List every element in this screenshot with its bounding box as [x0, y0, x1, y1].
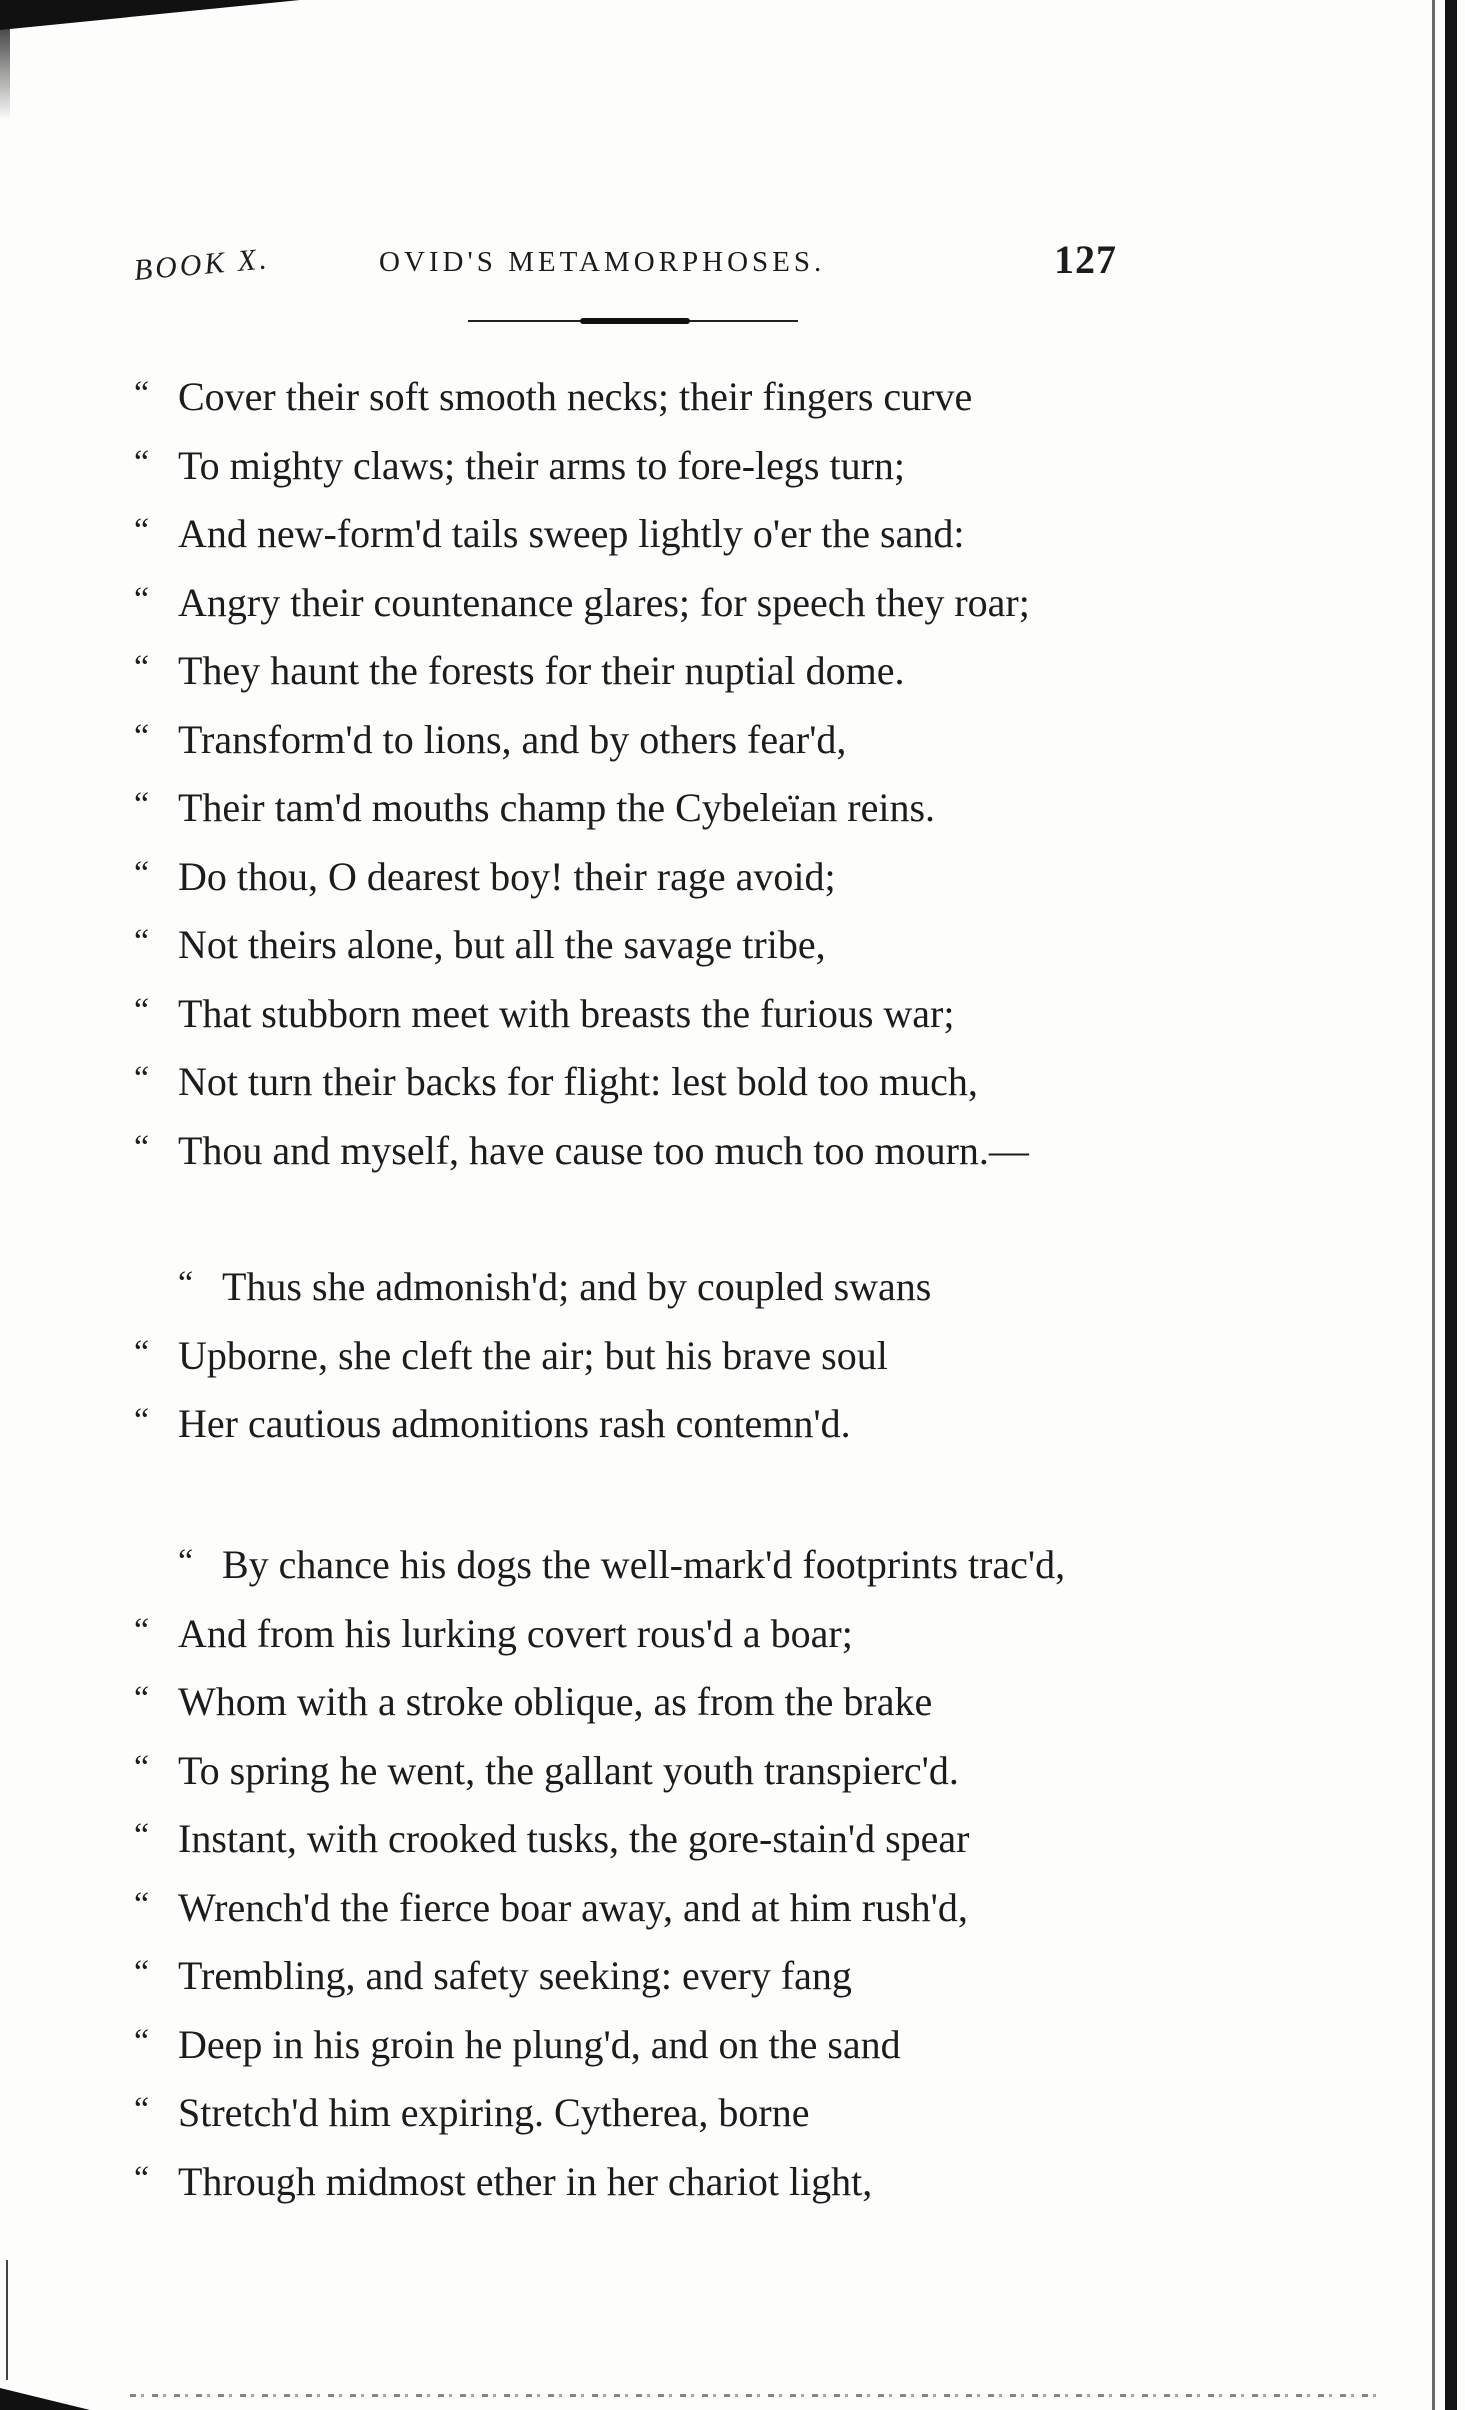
verse-text: Their tam'd mouths champ the Cybeleïan reins.: [178, 785, 936, 830]
verse-line: [134, 429, 1184, 498]
stanza-2: [134, 1250, 1184, 1456]
quote-mark: “: [134, 2022, 150, 2060]
scan-bottom-noise: [130, 2394, 1380, 2397]
verse-text: Not theirs alone, but all the savage tribe,: [178, 922, 826, 967]
quote-mark: “: [134, 1128, 150, 1166]
book-label: BOOK X.: [132, 242, 271, 287]
verse-text: To spring he went, the gallant youth transpierc'd.: [178, 1747, 959, 1793]
quote-mark: “: [134, 1611, 150, 1649]
quote-mark: “: [134, 375, 150, 412]
verse-line: [134, 497, 1184, 566]
quote-mark: “: [134, 717, 150, 755]
verse-text: To mighty claws; their arms to fore-legs turn;: [178, 442, 906, 488]
quote-mark: “: [178, 1265, 194, 1302]
verse-line: [134, 1939, 1184, 2008]
verse-line: [134, 1871, 1184, 1940]
verse-text: Deep in his groin he plung'd, and on the sand: [178, 2021, 901, 2067]
verse-line: [134, 1387, 1184, 1456]
verse-line: [134, 1802, 1184, 1871]
verse-text: Angry their countenance glares; for speech they roar;: [178, 579, 1030, 625]
quote-mark: “: [134, 512, 150, 549]
verse-line: [134, 1597, 1184, 1666]
quote-mark: “: [134, 1954, 150, 1991]
quote-mark: “: [134, 1748, 150, 1786]
scan-left-line: [6, 2260, 8, 2380]
quote-mark: “: [178, 1543, 194, 1580]
verse-line: [134, 771, 1184, 840]
verse-text: And from his lurking covert rous'd a boar;: [178, 1610, 853, 1656]
verse-line: [134, 703, 1184, 772]
verse-line: [134, 634, 1184, 703]
scan-shadow-top: [0, 0, 300, 30]
verse-text: Trembling, and safety seeking: every fang: [178, 1953, 852, 1998]
stanza-3: [134, 1528, 1184, 2213]
verse-text: Wrench'd the fierce boar away, and at him rush'd,: [178, 1884, 968, 1930]
verse-text: Do thou, O dearest boy! their rage avoid;: [178, 853, 836, 899]
running-head: [134, 236, 1184, 296]
verse-line: [134, 908, 1184, 977]
quote-mark: “: [134, 854, 150, 892]
stanza-1: [134, 360, 1184, 1182]
verse-text: That stubborn meet with breasts the furious war;: [178, 990, 955, 1036]
page-title: OVID'S METAMORPHOSES.: [379, 246, 826, 278]
quote-mark: “: [134, 2159, 150, 2197]
quote-mark: “: [134, 923, 150, 960]
verse-line: [134, 1734, 1184, 1803]
verse-text: Thus she admonish'd; and by coupled swans: [222, 1264, 932, 1309]
verse-line: [134, 2008, 1184, 2077]
verse-text: Instant, with crooked tusks, the gore-stain'd spear: [178, 1816, 970, 1861]
verse-text: They haunt the forests for their nuptial dome.: [178, 648, 905, 693]
quote-mark: “: [134, 1817, 150, 1854]
verse-line: [134, 977, 1184, 1046]
verse-text: Her cautious admonitions rash contemn'd.: [178, 1401, 851, 1446]
verse-text: Cover their soft smooth necks; their fingers curve: [178, 374, 973, 419]
verse-line: [134, 1250, 1184, 1319]
verse-line: [134, 566, 1184, 635]
quote-mark: “: [134, 1402, 150, 1439]
verse-text: By chance his dogs the well-mark'd footprints trac'd,: [222, 1542, 1066, 1587]
quote-mark: “: [134, 786, 150, 823]
quote-mark: “: [134, 443, 150, 481]
scan-binding-edge: [1445, 0, 1457, 2410]
scan-shadow-edge: [0, 0, 10, 120]
verse-text: And new-form'd tails sweep lightly o'er the sand:: [178, 511, 965, 556]
verse-text: Transform'd to lions, and by others fear'd,: [178, 716, 847, 762]
verse-line: [134, 1528, 1184, 1597]
verse-line: [134, 2076, 1184, 2145]
quote-mark: “: [134, 2091, 150, 2128]
verse-line: [134, 360, 1184, 429]
quote-mark: “: [134, 991, 150, 1029]
quote-mark: “: [134, 1333, 150, 1371]
page-number: 127: [1054, 237, 1117, 282]
verse-line: [134, 840, 1184, 909]
verse-text: Not turn their backs for flight: lest bold too much,: [178, 1059, 978, 1104]
verse-line: [134, 1319, 1184, 1388]
verse-text: Thou and myself, have cause too much too mourn.—: [178, 1127, 1029, 1173]
quote-mark: “: [134, 649, 150, 686]
verse-line: [134, 1665, 1184, 1734]
quote-mark: “: [134, 580, 150, 618]
verse-line: [134, 1045, 1184, 1114]
quote-mark: “: [134, 1060, 150, 1097]
verse-line: [134, 1114, 1184, 1183]
quote-mark: “: [134, 1680, 150, 1717]
scan-binding-line: [1432, 0, 1435, 2410]
verse-text: Whom with a stroke oblique, as from the brake: [178, 1679, 933, 1724]
header-rule-ornament: [580, 318, 690, 324]
verse-line: [134, 2145, 1184, 2214]
quote-mark: “: [134, 1885, 150, 1923]
verse-text: Upborne, she cleft the air; but his brave soul: [178, 1332, 888, 1378]
scan-shadow-bottom: [0, 2388, 90, 2410]
verse-text: Through midmost ether in her chariot light,: [178, 2158, 873, 2204]
verse-text: Stretch'd him expiring. Cytherea, borne: [178, 2090, 810, 2135]
